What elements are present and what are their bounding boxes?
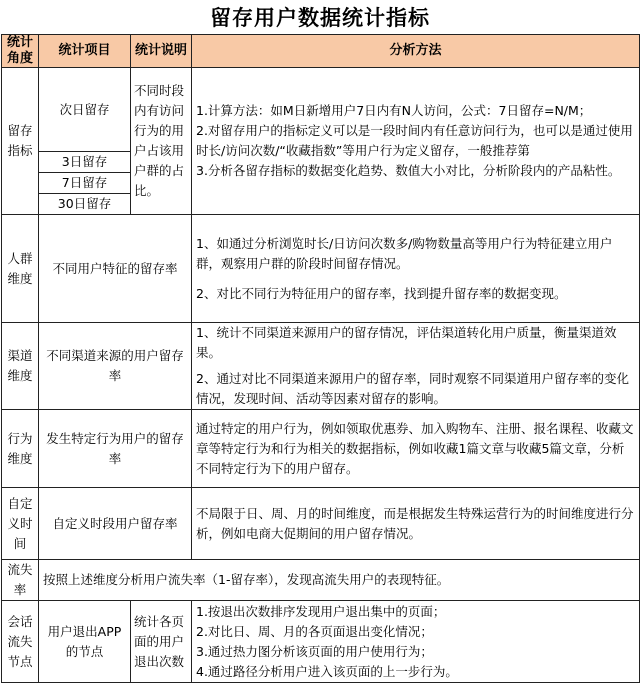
method-line: 2、对比不同行为特征用户的留存率，找到提升留存率的数据变现。: [196, 285, 567, 301]
method-line: 2.对比日、周、月的各页面退出变化情况；: [196, 623, 433, 639]
retention-metrics-table: [1, 34, 640, 683]
table-row: [2, 560, 640, 601]
explain-retention: 不同时段内有访问行为的用户占该用户群的占比。: [131, 68, 192, 215]
method-line: 2、通过对比不同渠道来源用户的留存率，同时观察不同渠道用户留存率的变化情况，发现时间、活动等因素对留存的影响。: [196, 371, 629, 406]
item-session: 用户退出APP的节点: [39, 601, 131, 683]
method-crowd: [192, 215, 640, 323]
dimension-churn: 流失率: [2, 560, 39, 601]
header-explain: 统计说明: [131, 35, 192, 68]
table-row: [2, 410, 640, 488]
item-crowd: 不同用户特征的留存率: [39, 215, 192, 323]
dimension-behavior: 行为维度: [2, 410, 39, 488]
table-row: [2, 323, 640, 410]
header-method: 分析方法: [192, 35, 640, 68]
header-dimension: 统计角度: [2, 35, 39, 68]
method-retention: [192, 68, 640, 215]
dimension-crowd: 人群维度: [2, 215, 39, 323]
method-line: 2.对留存用户的指标定义可以是一段时间内有任意访问行为，也可以是通过使用时长/访问次数/“收藏指数”等用户行为定义留存，一般推荐第: [196, 123, 633, 158]
method-channel: [192, 323, 640, 410]
item-7-day: 7日留存: [39, 173, 131, 194]
table-row: [2, 488, 640, 560]
dimension-channel: 渠道维度: [2, 323, 39, 410]
method-line: 1、统计不同渠道来源用户的留存情况，评估渠道转化用户质量，衡量渠道效果。: [196, 325, 617, 360]
dimension-session: 会话流失节点: [2, 601, 39, 683]
item-custom-time: 自定义时段用户留存率: [39, 488, 192, 560]
churn-text: 按照上述维度分析用户流失率（1-留存率），发现高流失用户的表现特征。: [39, 560, 640, 601]
table-row: [2, 601, 640, 683]
method-custom-time: 不局限于日、周、月的时间维度，而是根据发生特殊运营行为的时间维度进行分析，例如电商大促期间的用户留存情况。: [192, 488, 640, 560]
method-line: 1.计算方法：如M日新增用户7日内有N人访问，公式：7日留存=N/M；: [196, 103, 592, 118]
method-line: 3.分析各留存指标的数据变化趋势、数值大小对比，分析阶段内的产品粘性。: [196, 163, 621, 178]
table-row: [2, 215, 640, 323]
item-next-day: 次日留存: [39, 68, 131, 152]
explain-session: 统计各页面的用户退出次数: [131, 601, 192, 683]
table-title: 留存用户数据统计指标: [210, 6, 430, 30]
method-behavior: 通过特定的用户行为，例如领取优惠券、加入购物车、注册、报名课程、收藏文章等特定行为和行为相关的数据指标，例如收藏1篇文章与收藏5篇文章，分析不同特定行为下的用户留存。: [192, 410, 640, 488]
item-30-day: 30日留存: [39, 194, 131, 215]
method-line: 4.通过路径分析用户进入该页面的上一步行为。: [196, 663, 458, 679]
method-line: 1、如通过分析浏览时长/日访问次数多/购物数量高等用户行为特征建立用户群，观察用户群的阶段时间留存情况。: [196, 235, 613, 271]
method-line: 3.通过热力图分析该页面的用户使用行为；: [196, 643, 433, 659]
item-channel: 不同渠道来源的用户留存率: [39, 323, 192, 410]
item-behavior: 发生特定行为用户的留存率: [39, 410, 192, 488]
method-session: [192, 601, 640, 683]
dimension-retention: 留存指标: [2, 68, 39, 215]
header-item: 统计项目: [39, 35, 131, 68]
item-3-day: 3日留存: [39, 152, 131, 173]
table-row: [2, 68, 640, 152]
dimension-custom-time: 自定义时间: [2, 488, 39, 560]
header-row: [2, 35, 640, 68]
method-line: 1.按退出次数排序发现用户退出集中的页面；: [196, 603, 446, 619]
